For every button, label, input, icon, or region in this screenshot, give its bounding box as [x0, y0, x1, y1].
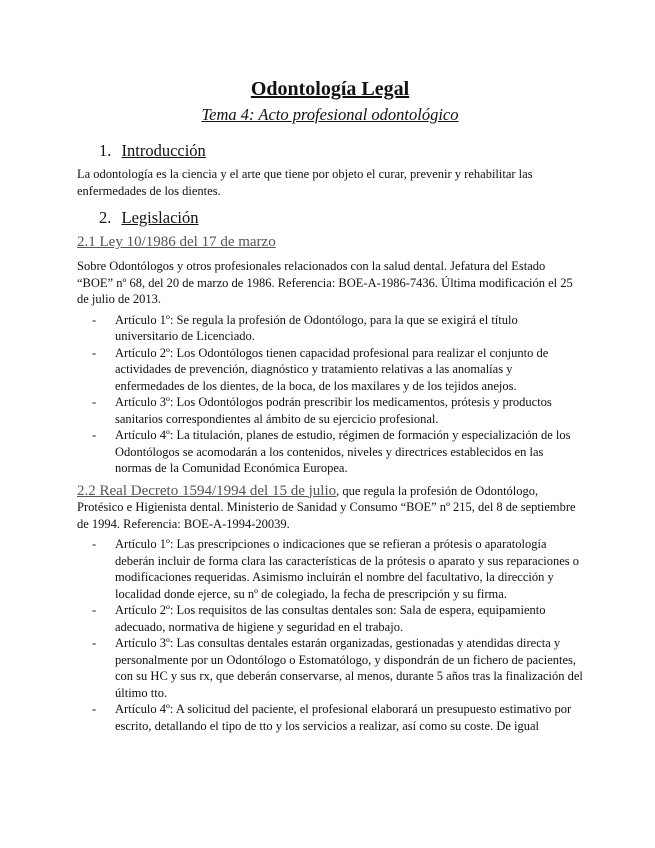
list-item — [77, 536, 583, 602]
dash-bullet: - — [92, 428, 97, 442]
dash-bullet: - — [92, 636, 97, 650]
ley-10-1986-articles — [77, 312, 583, 477]
subsection-heading-ley-10-1986: 2.1 Ley 10/1986 del 17 de marzo — [77, 234, 276, 250]
section-number: 2. — [99, 208, 112, 227]
document-subtitle: Tema 4: Acto profesional odontológico — [201, 105, 459, 124]
list-item-text: Artículo 4º: La titulación, planes de estudio, régimen de formación y especialización de los Odontólogos se acomodarán a los contenidos, niveles y directrices establecidos en las normas de la Comunidad Económica Europea. — [115, 428, 571, 475]
list-item — [77, 394, 583, 427]
list-item-text: Artículo 1º: Se regula la profesión de Odontólogo, para la que se exigirá el título universitario de Licenciado. — [115, 312, 518, 343]
ley-10-1986-paragraph: Sobre Odontólogos y otros profesionales relacionados con la salud dental. Jefatura del Estado “BOE” nº 68, del 20 de marzo de 1986. Referencia: BOE-A-1986-7436. Última modificación el 25 de julio de 2013. — [77, 259, 573, 306]
list-item — [77, 701, 583, 734]
dash-bullet: - — [92, 312, 97, 327]
list-item — [77, 427, 583, 477]
dash-bullet: - — [92, 345, 97, 360]
section-number: 1. — [99, 141, 112, 160]
document-title: Odontología Legal — [250, 78, 410, 100]
section-title: Introducción — [121, 141, 206, 160]
real-decreto-articles — [77, 536, 583, 734]
list-item-text: Artículo 4º: A solicitud del paciente, el profesional elaborará un presupuesto estimativo por escrito, detallando el tipo de tto y los servicios a realizar, así como su coste. De igual — [115, 702, 572, 733]
section-heading-legislacion — [99, 207, 583, 229]
list-item-text: Artículo 2º: Los Odontólogos tienen capacidad profesional para realizar el conjunto de actividades de prevención, diagnóstico y tratamiento relativas a las anomalías y enfermedades de los dientes, de la boca, de los maxilares y de los tejidos anejos. — [115, 345, 549, 393]
list-item — [77, 635, 583, 701]
subsection-heading-real-decreto-1594-1994: 2.2 Real Decreto 1594/1994 del 15 de julio — [77, 482, 337, 499]
section-title: Legislación — [121, 208, 199, 227]
section-heading-introduccion — [99, 140, 583, 162]
real-decreto-paragraph — [77, 483, 583, 533]
list-item-text: Artículo 3º: Los Odontólogos podrán prescribir los medicamentos, prótesis y productos sanitarios correspondientes al ámbito de su ejercicio profesional. — [115, 395, 552, 426]
list-item-text: Artículo 3º: Las consultas dentales estarán organizadas, gestionadas y atendidas directa y personalmente por un Odontólogo o Estomatólogo, y dispondrán de un fichero de pacientes, con su HC y sus rx, que deberán conservarse, al menos, durante 5 años tras la finalización del último tto. — [115, 636, 583, 700]
list-item — [77, 345, 583, 395]
subsection-heading-suffix: , que regula la profesión de Odontólogo, — [336, 483, 539, 498]
list-item — [77, 312, 583, 345]
dash-bullet: - — [92, 702, 97, 716]
intro-paragraph: La odontología es la ciencia y el arte que tiene por objeto el curar, prevenir y rehabilitar las enfermedades de los dientes. — [77, 167, 533, 198]
real-decreto-text: Protésico e Higienista dental. Ministerio de Sanidad y Consumo “BOE” nº 215, del 8 de septiembre de 1994. Referencia: BOE-A-1994-20039. — [77, 500, 576, 531]
list-item — [77, 602, 583, 635]
list-item-text: Artículo 1º: Las prescripciones o indicaciones que se refieran a prótesis o aparatología deberán incluir de forma clara las características de la prótesis o aparato y sus reparaciones o modificaciones requeridas. Asimismo incluirán el nombre del facultativo, la dirección y localidad donde ejerce, su nº de colegiado, la fecha de prescripción y su firma. — [115, 537, 580, 601]
dash-bullet: - — [92, 603, 97, 617]
list-item-text: Artículo 2º: Los requisitos de las consultas dentales son: Sala de espera, equipamiento adecuado, normativa de higiene y seguridad en el trabajo. — [115, 603, 546, 634]
dash-bullet: - — [92, 395, 97, 409]
dash-bullet: - — [92, 537, 97, 551]
